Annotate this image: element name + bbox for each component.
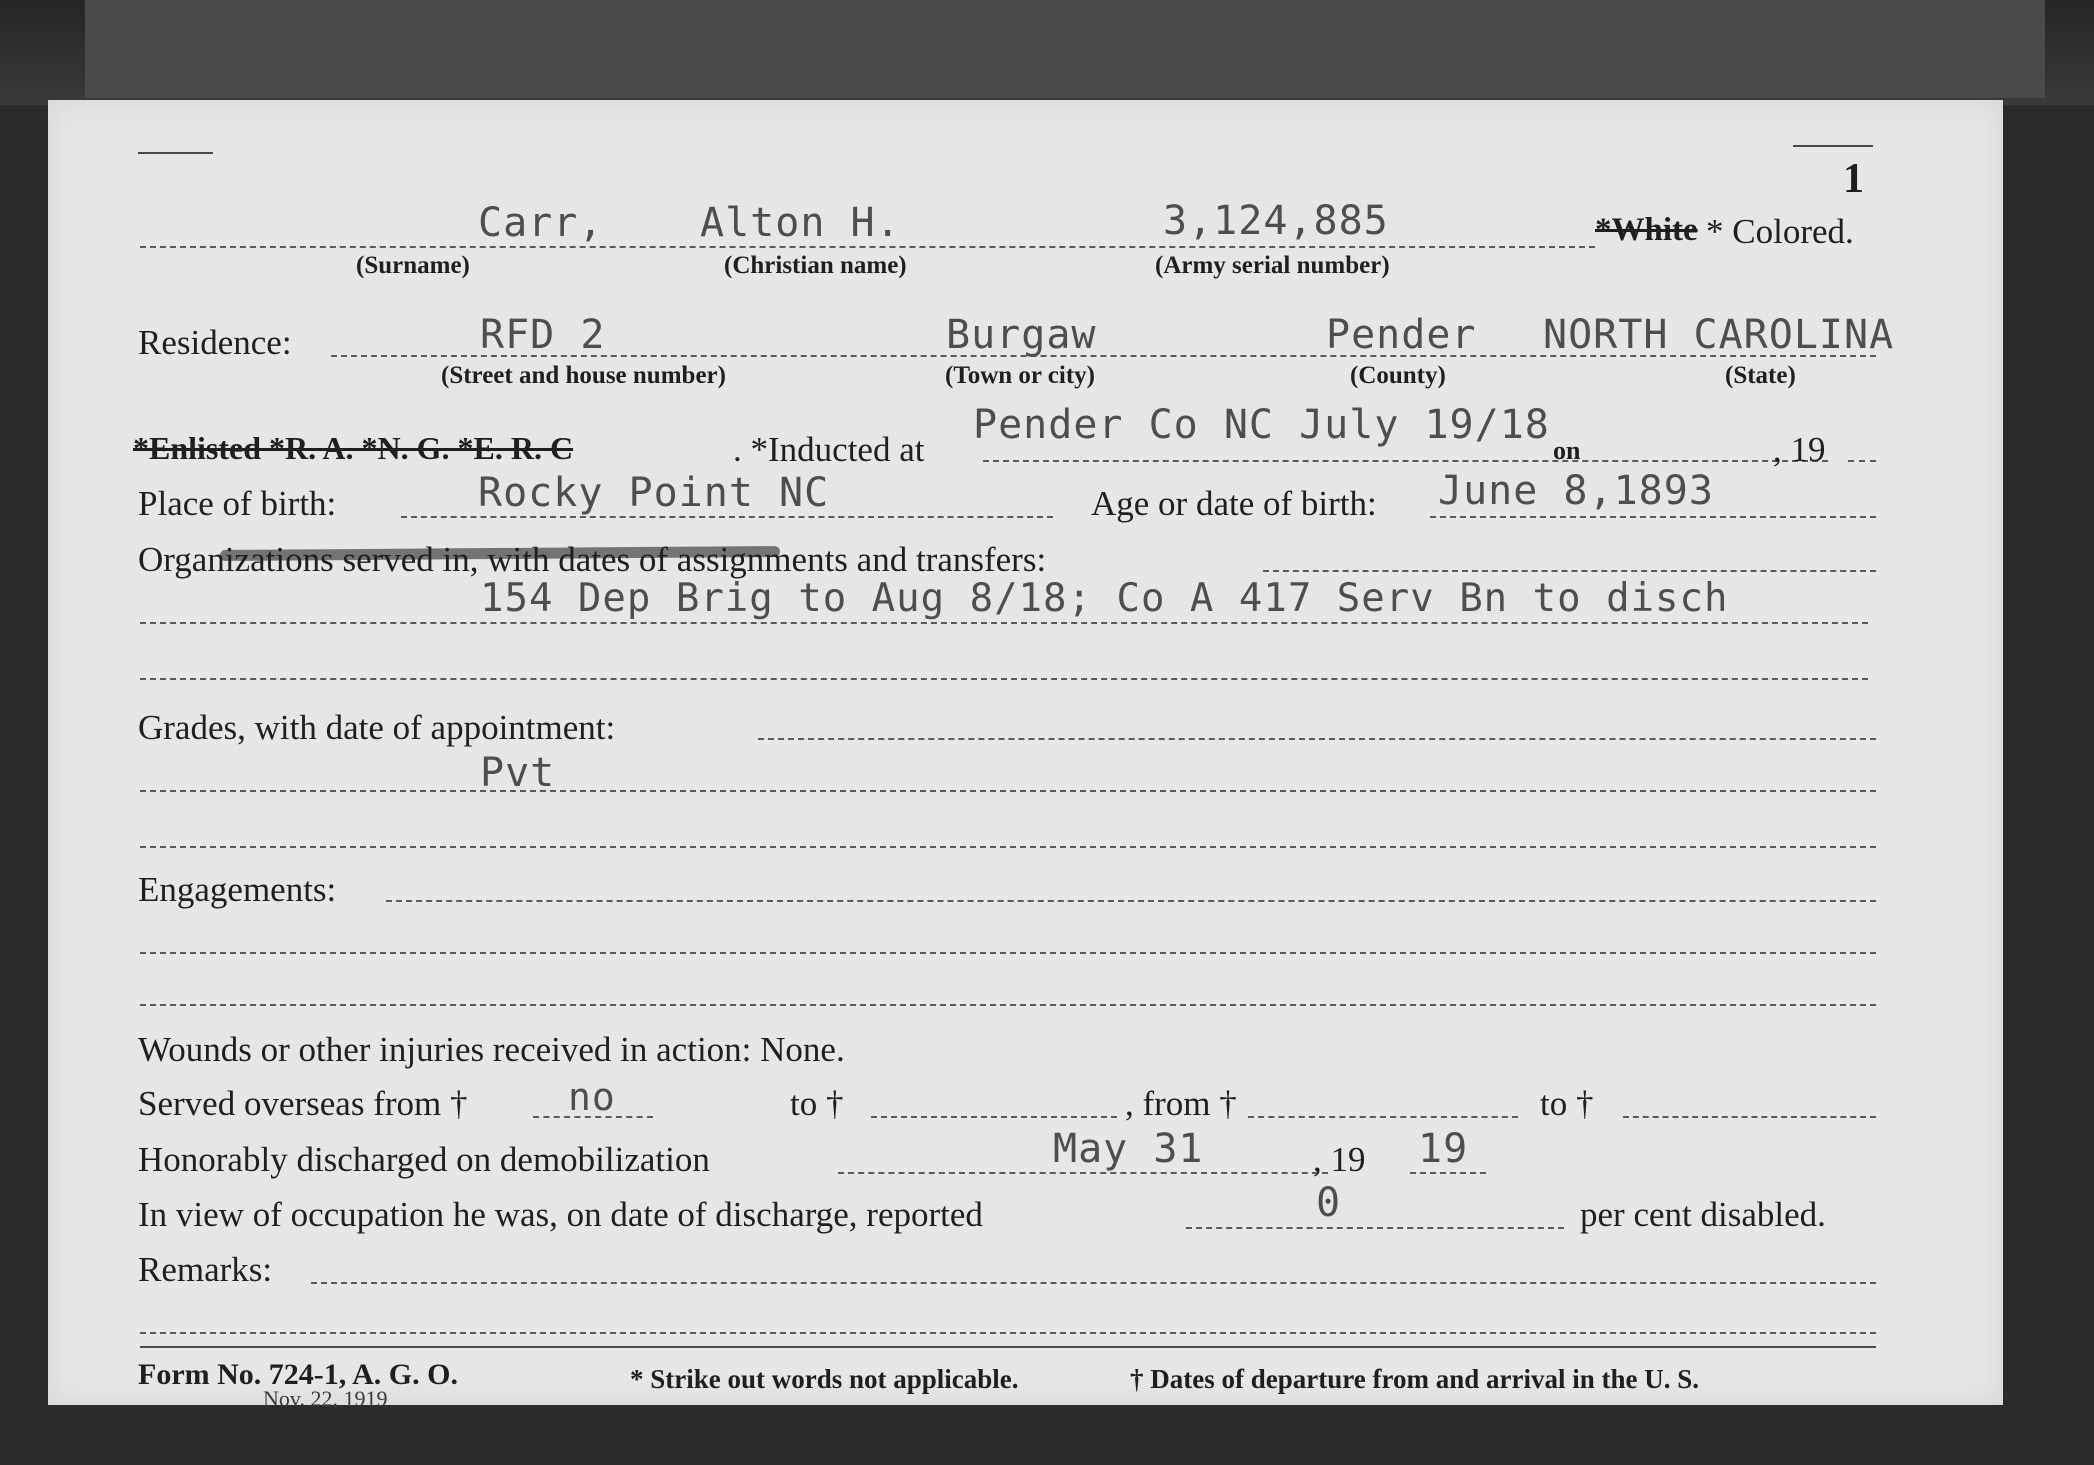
surname-value: Carr, [478,200,604,246]
overseas-to2-label: to † [1540,1084,1594,1123]
overseas-from-value: no [568,1075,616,1119]
discharge-year-line [1410,1172,1486,1174]
state-value: NORTH CAROLINA [1543,312,1895,358]
overseas-to-line [871,1116,1117,1118]
date-of-birth-value: June 8,1893 [1438,468,1714,514]
discharge-year-prefix: , 19 [1313,1140,1366,1179]
scan-backdrop-strip [85,0,2045,98]
dob-line [1430,516,1876,518]
place-of-birth-value: Rocky Point NC [478,470,830,516]
surname-caption: (Surname) [356,252,470,279]
grades-line-3 [140,846,1876,848]
enlisted-options: *Enlisted *R. A. *N. G. *E. R. C [133,430,574,466]
serial-caption: (Army serial number) [1155,252,1390,279]
on-label: on [1553,436,1581,465]
inducted-label: . *Inducted at [733,430,925,469]
grades-label: Grades, with date of appointment: [138,708,616,747]
grades-line-1 [758,738,1876,740]
white-label: *White [1595,212,1698,248]
served-overseas-label: Served overseas from † [138,1084,468,1123]
engagements-line-1 [386,900,1876,902]
remarks-label: Remarks: [138,1250,273,1289]
place-of-birth-label: Place of birth: [138,484,337,523]
town-value: Burgaw [946,312,1097,358]
top-left-rule [138,152,213,154]
engagements-label: Engagements: [138,870,337,909]
discharge-date-line [838,1172,1328,1174]
year-19-line [1848,460,1876,462]
county-value: Pender [1326,312,1477,358]
overseas-to-label: to † [790,1084,844,1123]
street-value: RFD 2 [480,312,606,358]
card-number-text: 1 [1843,156,1864,202]
form-number: Form No. 724-1, A. G. O. [138,1358,458,1391]
service-record-card [48,100,2003,1411]
colored-label: * Colored. [1706,212,1854,251]
discharged-label: Honorably discharged on demobilization [138,1140,710,1179]
inducted-line [983,460,1828,462]
percent-disabled-value: 0 [1316,1180,1342,1226]
christian-name-value: Alton H. [700,200,901,246]
state-caption: (State) [1725,362,1796,389]
town-caption: (Town or city) [945,362,1095,389]
overseas-from2-line [1248,1116,1518,1118]
age-or-dob-label: Age or date of birth: [1091,484,1377,523]
remarks-line-1 [311,1282,1876,1284]
organizations-line-1 [1263,570,1876,572]
year-19-label: , 19 [1773,430,1826,469]
organizations-value: 154 Dep Brig to Aug 8/18; Co A 417 Serv Bn to disch [480,576,1729,621]
wounds-statement: Wounds or other injuries received in action: None. [138,1030,845,1069]
name-line [140,246,1595,248]
organizations-label: Organizations served in, with dates of assignments and transfers: [138,540,1047,579]
discharge-year-value: 19 [1418,1126,1469,1172]
footer-rule [140,1346,1876,1348]
grades-line-2 [140,790,1876,792]
per-cent-disabled-label: per cent disabled. [1580,1195,1826,1234]
occupation-label: In view of occupation he was, on date of discharge, reported [138,1195,983,1234]
dagger-note: † Dates of departure from and arrival in the U. S. [1130,1364,1699,1394]
discharge-date-value: May 31 [1053,1126,1204,1172]
organizations-line-2 [140,622,1868,624]
top-right-rule [1793,145,1873,147]
organizations-line-3 [140,678,1868,680]
engagements-line-3 [140,1004,1876,1006]
county-caption: (County) [1350,362,1446,389]
overseas-to2-line [1623,1116,1876,1118]
place-of-birth-line [401,516,1053,518]
street-caption: (Street and house number) [441,362,726,389]
percent-disabled-line [1186,1227,1564,1229]
christian-name-caption: (Christian name) [724,252,907,279]
engagements-line-2 [140,952,1876,954]
overseas-from2-label: , from † [1125,1084,1237,1123]
serial-number-value: 3,124,885 [1163,198,1389,244]
residence-label: Residence: [138,323,292,362]
remarks-line-2 [140,1332,1876,1334]
strike-out-note: * Strike out words not applicable. [630,1364,1019,1394]
inducted-at-value: Pender Co NC July 19/18 [973,402,1550,448]
form-date: Nov. 22, 1919 [263,1386,388,1411]
grade-value: Pvt [480,750,556,796]
